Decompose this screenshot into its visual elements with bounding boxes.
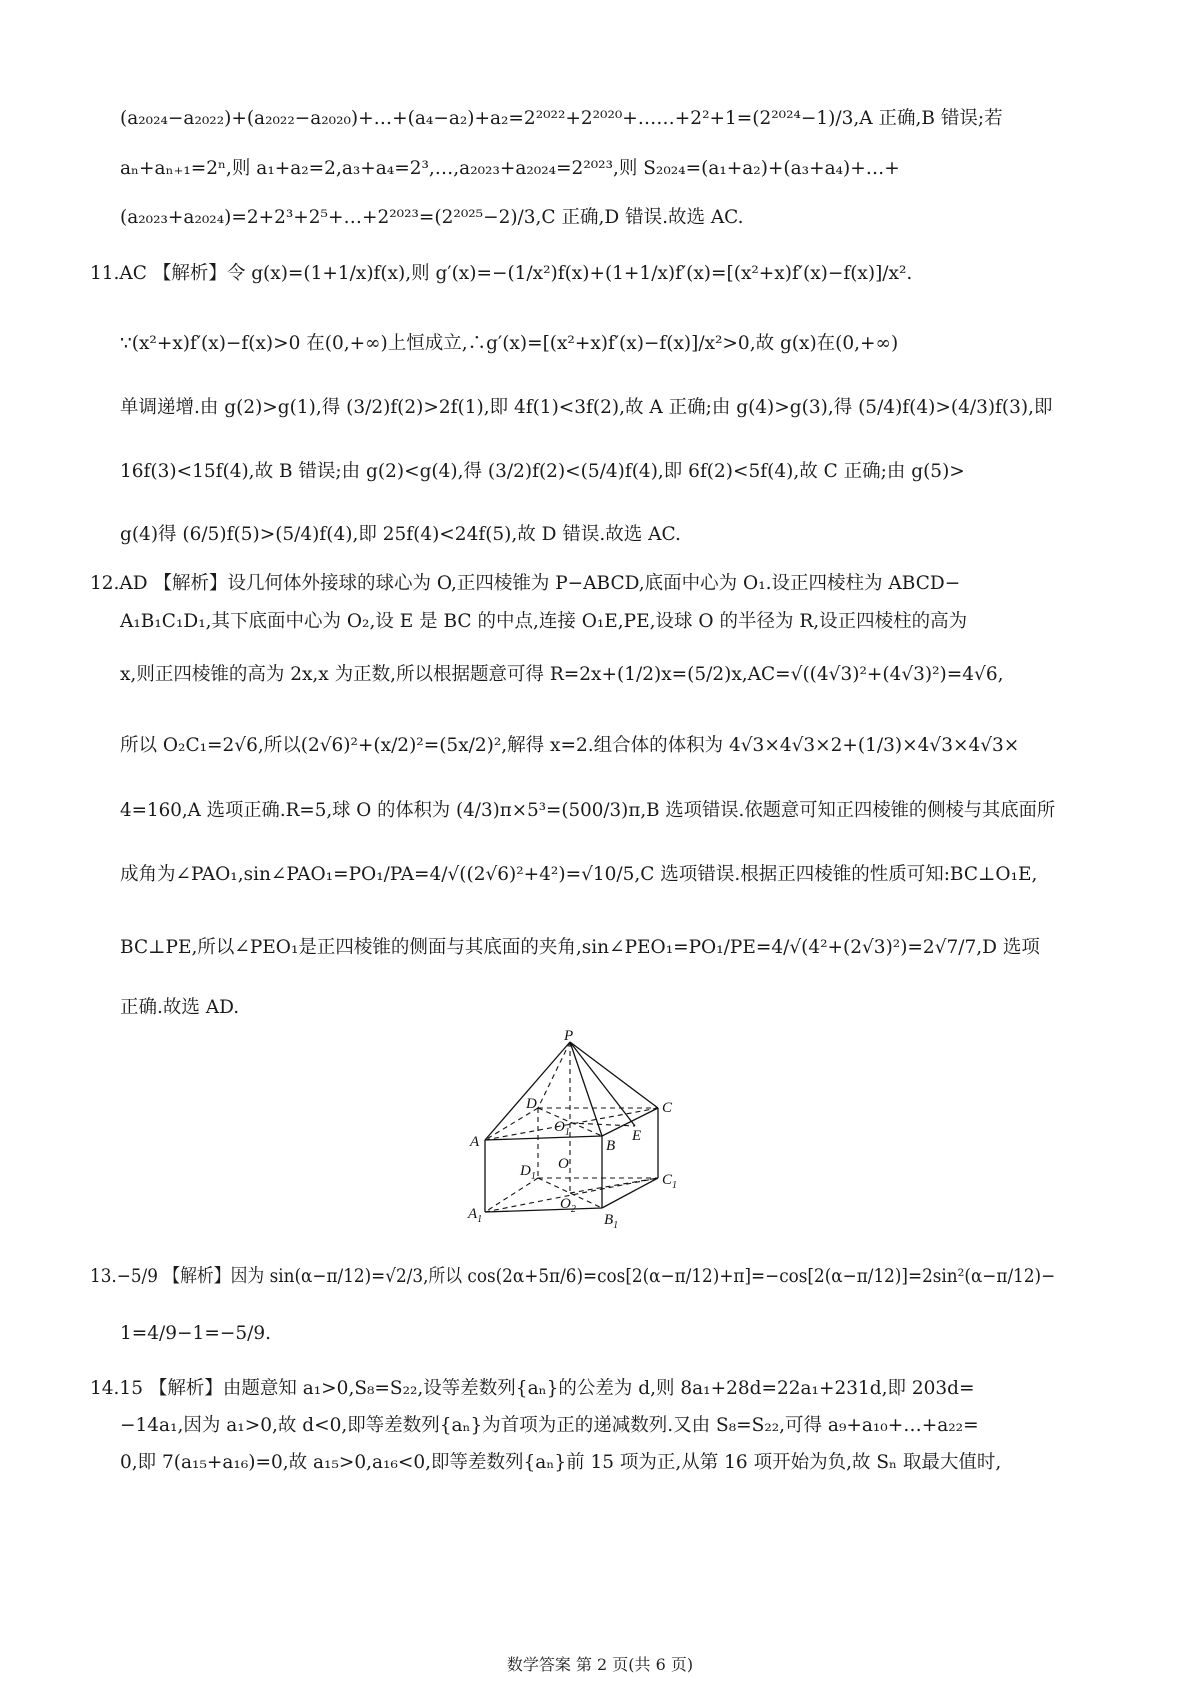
q10-line-1: (a₂₀₂₄−a₂₀₂₂)+(a₂₀₂₂−a₂₀₂₀)+…+(a₄−a₂)+a₂=2²⁰²²+2²⁰²⁰+……+2²+1=(2²⁰²⁴−1)/3,A 正确,B 错误;若: [120, 108, 1003, 129]
q12-line-2: A₁B₁C₁D₁,其下底面中心为 O₂,设 E 是 BC 的中点,连接 O₁E,PE,设球 O 的半径为 R,设正四棱柱的高为: [120, 611, 968, 632]
q12-line-5: 4=160,A 选项正确.R=5,球 O 的体积为 (4/3)π×5³=(500/3)π,B 选项错误.依题意可知正四棱锥的侧棱与其底面所: [120, 800, 1056, 821]
q14-line-3: 0,即 7(a₁₅+a₁₆)=0,故 a₁₅>0,a₁₆<0,即等差数列{aₙ}前 15 项为正,从第 16 项开始为负,故 Sₙ 取最大值时,: [120, 1452, 1002, 1473]
q13-line-2: 1=4/9−1=−5/9.: [120, 1323, 271, 1344]
label-C1: $C_1$: [662, 1172, 678, 1191]
q11-line-1: 11.AC 【解析】令 g(x)=(1+1/x)f(x),则 g′(x)=−(1/x²)f(x)+(1+1/x)f′(x)=[(x²+x)f′(x)−f(x)]/x².: [90, 263, 913, 284]
q13-line-1: 13.−5/9 【解析】因为 sin(α−π/12)=√2/3,所以 cos(2α+5π/6)=cos[2(α−π/12)+π]=−cos[2(α−π/12)]=2sin²(α−π/12)−: [90, 1266, 1056, 1287]
label-C: C: [662, 1100, 673, 1116]
q14-line-1: 14.15 【解析】由题意知 a₁>0,S₈=S₂₂,设等差数列{aₙ}的公差为 d,则 8a₁+28d=22a₁+231d,即 203d=: [90, 1378, 975, 1399]
q12-line-3: x,则正四棱锥的高为 2x,x 为正数,所以根据题意可得 R=2x+(1/2)x=(5/2)x,AC=√((4√3)²+(4√3)²)=4√6,: [120, 664, 1004, 685]
q11-line-5: g(4)得 (6/5)f(5)>(5/4)f(4),即 25f(4)<24f(5),故 D 错误.故选 AC.: [120, 524, 681, 545]
prism-pyramid-figure: [460, 1030, 720, 1235]
label-B1: $B_1$: [604, 1212, 619, 1231]
q11-line-3: 单调递增.由 g(2)>g(1),得 (3/2)f(2)>2f(1),即 4f(1)<3f(2),故 A 正确;由 g(4)>g(3),得 (5/4)f(4)>(4/3)f(3),即: [120, 397, 1053, 418]
q12-line-7: BC⊥PE,所以∠PEO₁是正四棱锥的侧面与其底面的夹角,sin∠PEO₁=PO₁/PE=4/√(4²+(2√3)²)=2√7/7,D 选项: [120, 937, 1040, 958]
q14-line-2: −14a₁,因为 a₁>0,故 d<0,即等差数列{aₙ}为首项为正的递减数列.又由 S₈=S₂₂,可得 a₉+a₁₀+…+a₂₂=: [120, 1415, 979, 1436]
label-P: P: [564, 1030, 574, 1044]
q12-line-1: 12.AD 【解析】设几何体外接球的球心为 O,正四棱锥为 P−ABCD,底面中心为 O₁.设正四棱柱为 ABCD−: [90, 573, 961, 594]
label-E: E: [632, 1128, 642, 1144]
label-D1: $D_1$: [520, 1163, 536, 1182]
label-D: D: [526, 1096, 537, 1112]
label-O2: $O_2$: [560, 1196, 576, 1215]
q11-line-2: ∵(x²+x)f′(x)−f(x)>0 在(0,+∞)上恒成立,∴g′(x)=[(x²+x)f′(x)−f(x)]/x²>0,故 g(x)在(0,+∞): [120, 333, 899, 354]
page-footer: 数学答案 第 2 页(共 6 页): [506, 1655, 694, 1674]
q10-line-3: (a₂₀₂₃+a₂₀₂₄)=2+2³+2⁵+…+2²⁰²³=(2²⁰²⁵−2)/3,C 正确,D 错误.故选 AC.: [120, 207, 744, 228]
q10-line-2: aₙ+aₙ₊₁=2ⁿ,则 a₁+a₂=2,a₃+a₄=2³,…,a₂₀₂₃+a₂₀₂₄=2²⁰²³,则 S₂₀₂₄=(a₁+a₂)+(a₃+a₄)+…+: [120, 158, 900, 179]
q12-line-6: 成角为∠PAO₁,sin∠PAO₁=PO₁/PA=4/√((2√6)²+4²)=√10/5,C 选项错误.根据正四棱锥的性质可知:BC⊥O₁E,: [120, 864, 1038, 885]
label-A1: $A_1$: [468, 1206, 483, 1225]
label-A: A: [470, 1134, 480, 1150]
q12-line-8: 正确.故选 AD.: [120, 997, 240, 1018]
label-O1: $O_1$: [554, 1119, 570, 1138]
label-O: O: [558, 1156, 569, 1172]
label-B: B: [606, 1138, 616, 1154]
q12-line-4: 所以 O₂C₁=2√6,所以(2√6)²+(x/2)²=(5x/2)²,解得 x=2.组合体的体积为 4√3×4√3×2+(1/3)×4√3×4√3×: [120, 735, 1020, 756]
q11-line-4: 16f(3)<15f(4),故 B 错误;由 g(2)<g(4),得 (3/2)f(2)<(5/4)f(4),即 6f(2)<5f(4),故 C 正确;由 g(5)>: [120, 461, 965, 482]
